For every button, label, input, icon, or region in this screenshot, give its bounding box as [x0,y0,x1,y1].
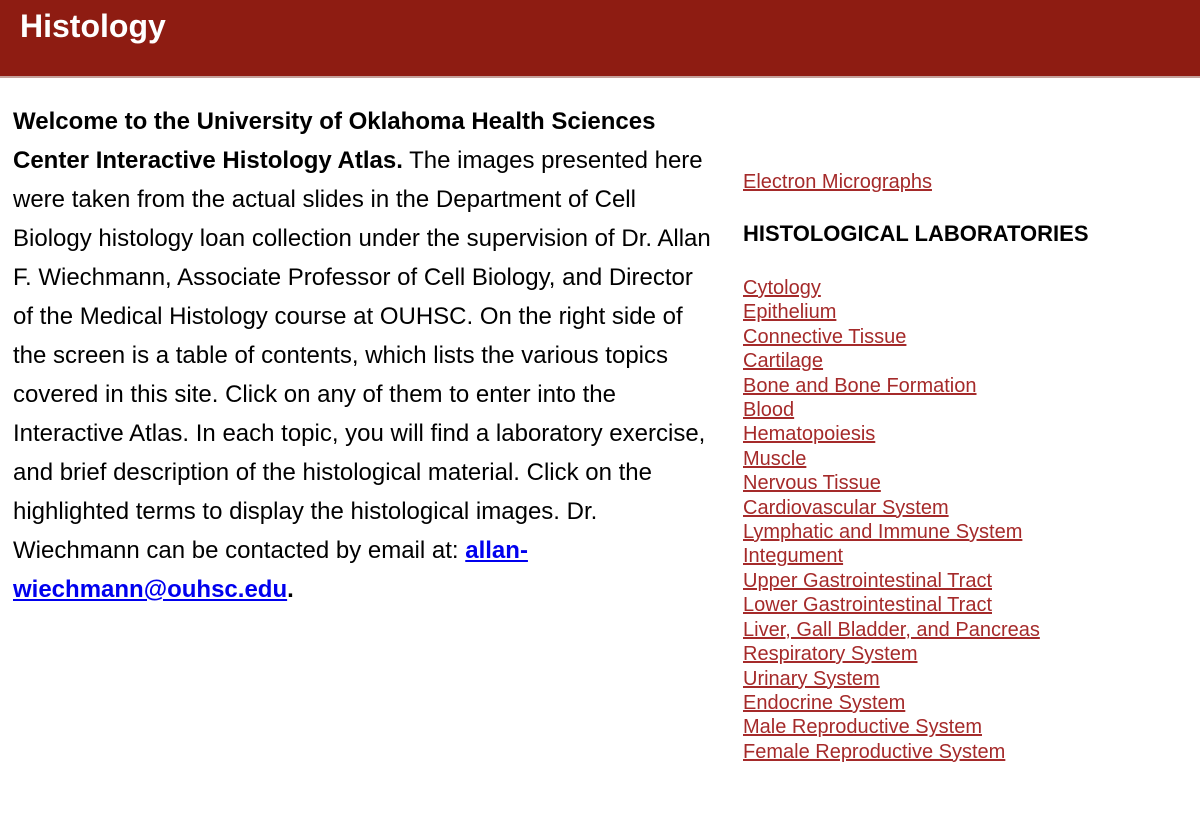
link-upper-gastrointestinal-tract[interactable]: Upper Gastrointestinal Tract [743,569,992,592]
laboratory-links-list [743,276,1173,764]
link-endocrine-system[interactable]: Endocrine System [743,691,906,714]
content-area [0,78,1200,764]
intro-body-text: The images presented here were taken from the actual slides in the Department of Cell Biology histology loan collection under the supervision of Dr. Allan F. Wiechmann, Associate Professor of Cell Biology, and Director of the Medical Histology course at OUHSC. On the right side of the screen is a table of contents, which lists the various topics covered in this site. Click on any of them to enter into the Interactive Atlas. In each topic, you will find a laboratory exercise, and brief description of the histological material. Click on the highlighted terms to display the histological images. Dr. Wiechmann can be contacted by email at: [13,147,711,564]
intro-paragraph [13,102,713,609]
link-cardiovascular-system[interactable]: Cardiovascular System [743,496,949,519]
link-integument[interactable]: Integument [743,545,844,568]
link-lymphatic-and-immune-system[interactable]: Lymphatic and Immune System [743,521,1023,544]
link-cartilage[interactable]: Cartilage [743,350,824,373]
link-urinary-system[interactable]: Urinary System [743,667,880,690]
page-header [0,0,1200,78]
link-male-reproductive-system[interactable]: Male Reproductive System [743,716,982,739]
link-cytology[interactable]: Cytology [743,277,821,299]
link-lower-gastrointestinal-tract[interactable]: Lower Gastrointestinal Tract [743,594,992,617]
intro-closing-period: . [287,576,294,603]
link-electron-micrographs[interactable]: Electron Micrographs [743,171,932,193]
link-bone-and-bone-formation[interactable]: Bone and Bone Formation [743,374,977,397]
page-title: Histology [20,8,166,44]
link-hematopoiesis[interactable]: Hematopoiesis [743,423,876,446]
email-link[interactable]: allan-wiechmann@ouhsc.edu [13,537,528,603]
link-blood[interactable]: Blood [743,399,795,422]
link-female-reproductive-system[interactable]: Female Reproductive System [743,740,1006,763]
link-connective-tissue[interactable]: Connective Tissue [743,325,907,348]
intro-lead-bold: Welcome to the University of Oklahoma Health Sciences Center Interactive Histology Atlas. [13,108,656,174]
link-liver-gall-bladder-and-pancreas[interactable]: Liver, Gall Bladder, and Pancreas [743,618,1040,641]
link-nervous-tissue[interactable]: Nervous Tissue [743,472,881,495]
link-muscle[interactable]: Muscle [743,447,807,470]
table-of-contents [743,171,1173,764]
link-respiratory-system[interactable]: Respiratory System [743,643,918,666]
laboratories-heading: HISTOLOGICAL LABORATORIES [743,221,1089,246]
link-epithelium[interactable]: Epithelium [743,301,837,324]
